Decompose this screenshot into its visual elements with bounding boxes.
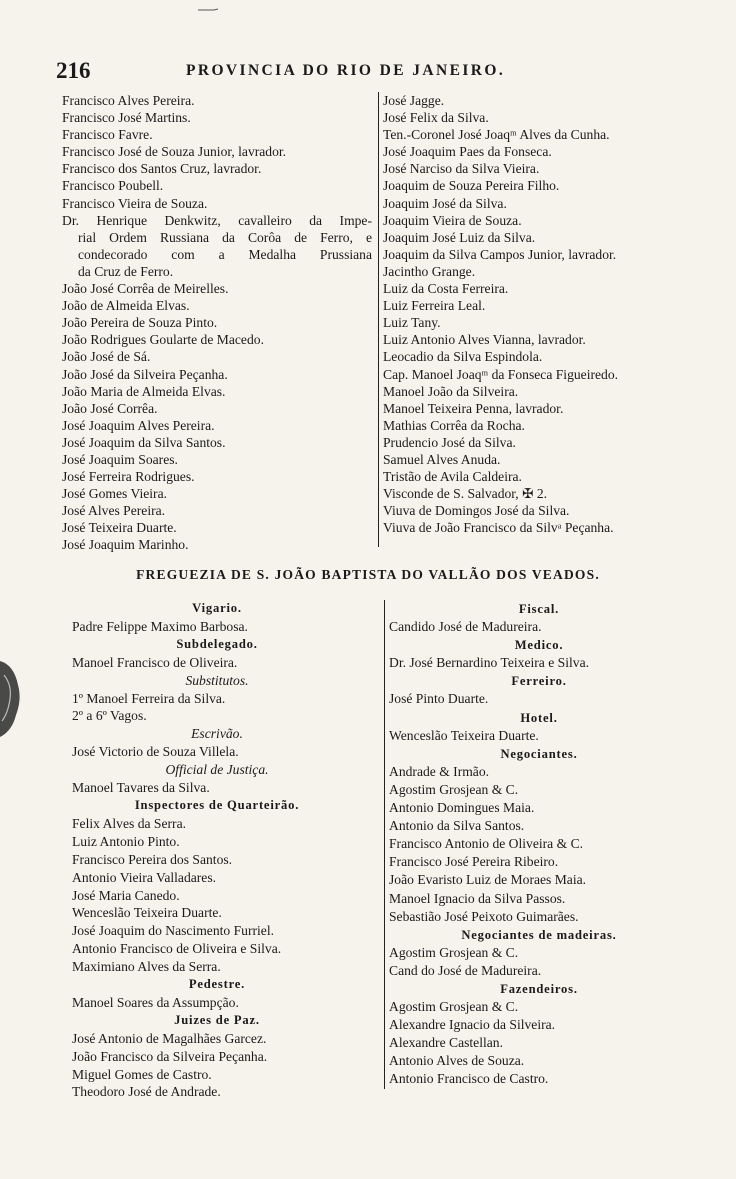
list-item: José Pinto Duarte.	[389, 691, 489, 707]
section-heading: Substitutos.	[185, 672, 249, 688]
page-header	[56, 58, 676, 86]
list-item: Francisco Poubell.	[62, 178, 164, 194]
list-item: José Victorio de Souza Villela.	[72, 744, 239, 760]
list-item: Agostim Grosjean & C.	[389, 944, 519, 960]
list-item: Joaquim José Luiz da Silva.	[383, 229, 536, 245]
list-item: Manoel Teixeira Penna, lavrador.	[383, 400, 564, 416]
list-item: José Joaquim Alves Pereira.	[62, 417, 215, 433]
list-item: Francisco Pereira dos Santos.	[72, 851, 233, 867]
section-heading: Inspectores de Quarteirão.	[134, 797, 300, 812]
list-item: João Evaristo Luiz de Moraes Maia.	[389, 872, 587, 888]
list-item: Antonio Domingues Maia.	[389, 800, 535, 816]
list-item: Cand do José de Madureira.	[389, 962, 542, 978]
list-item: José Joaquim da Silva Santos.	[62, 434, 226, 450]
list-item: José Joaquim Paes da Fonseca.	[383, 144, 552, 160]
section-heading: Ferreiro.	[511, 674, 567, 689]
running-head: PROVINCIA DO RIO DE JANEIRO.	[186, 62, 506, 79]
list-item: Antonio Alves de Souza.	[389, 1053, 525, 1069]
list-item: 2º a 6º Vagos.	[72, 708, 147, 724]
list-item: Cap. Manoel Joaqᵐ da Fonseca Figueiredo.	[383, 366, 619, 382]
list-item: João Pereira de Souza Pinto.	[62, 315, 218, 331]
list-item: José Maria Canedo.	[72, 887, 180, 903]
section-heading: Escrivão.	[191, 726, 243, 742]
list-item: José Jagge.	[383, 93, 445, 108]
bottom-left-column	[72, 600, 362, 1101]
list-item: Alexandre Castellan.	[389, 1035, 503, 1051]
list-item: José Joaquim do Nascimento Furriel.	[72, 923, 274, 939]
list-item: Francisco Antonio de Oliveira & C.	[389, 836, 584, 852]
list-item: João de Almeida Elvas.	[62, 298, 190, 314]
list-item: João Francisco da Silveira Peçanha.	[72, 1048, 268, 1064]
section-heading: Negociantes.	[500, 746, 578, 761]
list-item: José Ferreira Rodrigues.	[62, 469, 195, 485]
section-title: FREGUEZIA DE S. JOÃO BAPTISTA DO VALLÃO DOS VEADOS.	[136, 567, 600, 582]
list-item: Wenceslão Teixeira Duarte.	[389, 727, 539, 743]
section-heading: Hotel.	[520, 710, 558, 725]
list-item: Antonio Francisco de Castro.	[389, 1071, 549, 1087]
list-item: José Antonio de Magalhães Garcez.	[72, 1030, 267, 1046]
list-item: Agostim Grosjean & C.	[389, 781, 519, 797]
list-item: Candido José de Madureira.	[389, 619, 542, 635]
section-heading: Subdelegado.	[176, 636, 258, 651]
list-item: Luiz da Costa Ferreira.	[383, 281, 509, 297]
list-item: Francisco Vieira de Souza.	[62, 195, 208, 211]
list-item: José Joaquim Soares.	[62, 451, 178, 467]
list-item: José Joaquim Marinho.	[62, 537, 189, 553]
list-item: Sebastião José Peixoto Guimarães.	[389, 908, 579, 924]
list-item: Dr. Henrique Denkwitz, cavalleiro da Impe-	[62, 212, 372, 228]
list-item: da Cruz de Ferro.	[78, 263, 174, 279]
list-item: Theodoro José de Andrade.	[72, 1084, 221, 1100]
list-item: José Alves Pereira.	[62, 503, 166, 519]
list-item: João José da Silveira Peçanha.	[62, 366, 228, 382]
bottom-right-column	[384, 600, 689, 1089]
list-item: 1º Manoel Ferreira da Silva.	[72, 690, 226, 706]
list-item: Francisco José de Souza Junior, lavrador.	[62, 144, 287, 160]
list-item: João José Corrêa.	[62, 400, 158, 416]
print-mark-icon	[198, 8, 220, 12]
page-number: 216	[56, 58, 91, 83]
list-item: Andrade & Irmão.	[389, 763, 490, 779]
list-item: José Teixeira Duarte.	[62, 520, 177, 536]
list-item: João José Corrêa de Meirelles.	[62, 281, 229, 297]
list-item: Manoel Francisco de Oliveira.	[72, 654, 238, 670]
list-item: Joaquim José da Silva.	[383, 195, 507, 211]
list-item: José Narciso da Silva Vieira.	[383, 161, 540, 177]
list-item: Padre Felippe Maximo Barbosa.	[72, 618, 248, 634]
list-item: Viuva de João Francisco da Silvᵃ Peçanha.	[383, 520, 614, 536]
list-item: Maximiano Alves da Serra.	[72, 959, 221, 975]
list-item: Luiz Antonio Pinto.	[72, 833, 180, 849]
list-item: João Maria de Almeida Elvas.	[62, 383, 226, 399]
list-item: Viuva de Domingos José da Silva.	[383, 503, 570, 519]
list-item: Antonio da Silva Santos.	[389, 818, 525, 834]
list-item: Francisco Favre.	[62, 127, 153, 143]
top-right-column	[378, 92, 701, 547]
list-item: Manoel João da Silveira.	[383, 383, 519, 399]
list-item: Prudencio José da Silva.	[383, 434, 516, 450]
section-heading: Fiscal.	[518, 602, 560, 616]
section-heading: Juizes de Paz.	[174, 1012, 260, 1027]
list-item: Joaquim de Souza Pereira Filho.	[383, 178, 560, 194]
list-item: João José de Sá.	[62, 349, 151, 365]
list-item: Manoel Ignacio da Silva Passos.	[389, 890, 566, 906]
list-item: condecorado com a Medalha Prussiana	[78, 246, 372, 262]
list-item: Tristão de Avila Caldeira.	[383, 469, 522, 485]
list-item: Luiz Ferreira Leal.	[383, 298, 486, 314]
section-heading: Negociantes de madeiras.	[461, 927, 617, 942]
list-item: Wenceslão Teixeira Duarte.	[72, 905, 222, 921]
list-item: José Felix da Silva.	[383, 110, 489, 126]
list-item: rial Ordem Russiana da Corôa de Ferro, e	[78, 229, 372, 245]
margin-stain-icon	[0, 655, 26, 741]
list-item: Dr. José Bernardino Teixeira e Silva.	[389, 655, 590, 671]
list-item: Francisco José Pereira Ribeiro.	[389, 854, 559, 870]
list-item: Joaquim Vieira de Souza.	[383, 212, 522, 228]
section-heading: Official de Justiça.	[165, 762, 269, 778]
list-item: Agostim Grosjean & C.	[389, 999, 519, 1015]
list-item: Francisco José Martins.	[62, 110, 191, 126]
list-item: Antonio Vieira Valladares.	[72, 869, 217, 885]
list-item: Ten.-Coronel José Joaqᵐ Alves da Cunha.	[383, 127, 610, 143]
list-item: Antonio Francisco de Oliveira e Silva.	[72, 941, 282, 957]
list-item: Leocadio da Silva Espindola.	[383, 349, 543, 365]
list-item: Alexandre Ignacio da Silveira.	[389, 1017, 556, 1033]
list-item: José Gomes Vieira.	[62, 486, 168, 502]
list-item: Miguel Gomes de Castro.	[72, 1066, 212, 1082]
list-item: Luiz Antonio Alves Vianna, lavrador.	[383, 332, 586, 348]
section-heading: Fazendeiros.	[500, 981, 578, 996]
list-item: Luiz Tany.	[383, 315, 441, 331]
list-item: Manoel Soares da Assumpção.	[72, 994, 239, 1010]
list-item: Francisco Alves Pereira.	[62, 93, 195, 108]
section-heading: Medico.	[514, 638, 564, 653]
section-heading: Pedestre.	[188, 977, 246, 992]
top-left-column	[62, 92, 372, 554]
list-item: Visconde de S. Salvador, ✠ 2.	[383, 486, 548, 502]
list-item: Jacintho Grange.	[383, 263, 476, 279]
section-heading: Vigario.	[192, 601, 242, 615]
list-item: Felix Alves da Serra.	[72, 815, 187, 831]
list-item: Manoel Tavares da Silva.	[72, 780, 210, 796]
list-item: Francisco dos Santos Cruz, lavrador.	[62, 161, 262, 177]
list-item: João Rodrigues Goularte de Macedo.	[62, 332, 264, 348]
list-item: Mathias Corrêa da Rocha.	[383, 417, 525, 433]
list-item: Samuel Alves Anuda.	[383, 451, 501, 467]
list-item: Joaquim da Silva Campos Junior, lavrador.	[383, 246, 617, 262]
